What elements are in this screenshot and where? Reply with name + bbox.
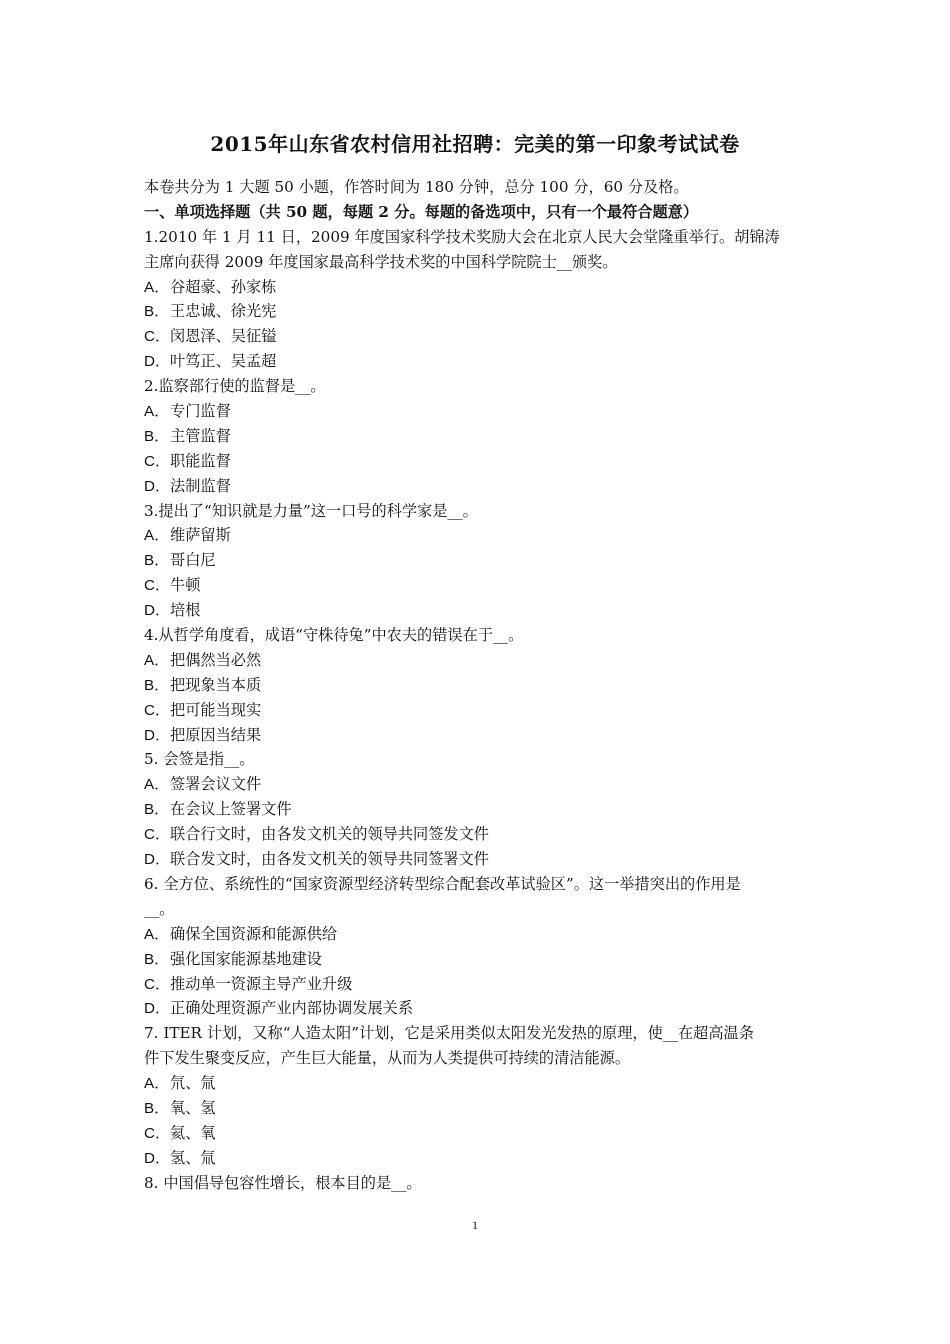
option-letter: D． <box>144 1149 171 1167</box>
document-body <box>144 175 812 1196</box>
page-number: 1 <box>472 1218 478 1232</box>
question-stem-line: 件下发生聚变反应，产生巨大能量，从而为人类提供可持续的清洁能源。 <box>144 1049 630 1068</box>
answer-option <box>144 548 812 573</box>
option-letter: D． <box>144 477 171 495</box>
answer-option <box>144 1096 812 1121</box>
option-text: 闵恩泽、吴征镒 <box>170 327 277 346</box>
option-letter: A． <box>144 651 170 669</box>
section-heading: 一、单项选择题（共 50 题，每题 2 分。每题的备选项中，只有一个最符合题意） <box>144 202 699 221</box>
option-text: 强化国家能源基地建设 <box>170 949 322 968</box>
option-text: 把现象当本质 <box>170 675 262 694</box>
option-letter: D． <box>144 602 171 620</box>
question-item <box>144 623 812 747</box>
option-letter: C． <box>144 328 171 346</box>
option-letter: D． <box>144 353 171 371</box>
question-item <box>144 747 812 871</box>
question-stem-line: 主席向获得 2009 年度国家最高科学技术奖的中国科学院院士__颁奖。 <box>144 252 618 271</box>
option-text: 氦、氧 <box>170 1123 216 1142</box>
answer-option <box>144 847 812 872</box>
option-text: 法制监督 <box>170 476 231 495</box>
document-title: 2015年山东省农村信用社招聘：完美的第一印象考试试卷 <box>210 132 740 156</box>
question-stem-line: 3.提出了“知识就是力量”这一口号的科学家是__。 <box>144 501 478 520</box>
option-text: 把原因当结果 <box>170 725 262 744</box>
answer-option <box>144 996 812 1021</box>
option-text: 联合发文时，由各发文机关的领导共同签署文件 <box>170 850 489 869</box>
option-text: 维萨留斯 <box>170 526 231 545</box>
question-list <box>144 225 812 1196</box>
option-letter: A． <box>144 527 170 545</box>
option-text: 把偶然当必然 <box>170 650 262 669</box>
option-letter: B． <box>144 801 170 819</box>
option-text: 氧、氢 <box>170 1098 216 1117</box>
option-text: 氢、氚 <box>170 1148 216 1167</box>
answer-option <box>144 822 812 847</box>
answer-option <box>144 922 812 947</box>
intro-text: 本卷共分为 1 大题 50 小题，作答时间为 180 分钟，总分 100 分，60 分及格。 <box>144 178 689 196</box>
option-letter: C． <box>144 975 171 993</box>
option-text: 氘、氚 <box>170 1074 216 1093</box>
option-letter: C． <box>144 1124 171 1142</box>
option-letter: A． <box>144 403 170 421</box>
option-letter: D． <box>144 851 171 869</box>
answer-option <box>144 474 812 499</box>
option-letter: C． <box>144 826 171 844</box>
answer-option <box>144 349 812 374</box>
answer-option <box>144 1121 812 1146</box>
question-stem-line: 2.监察部行使的监督是__。 <box>144 377 326 396</box>
option-letter: C． <box>144 577 171 595</box>
option-letter: D． <box>144 726 171 744</box>
option-letter: D． <box>144 1000 171 1018</box>
answer-option <box>144 797 812 822</box>
answer-option <box>144 399 812 424</box>
option-text: 主管监督 <box>170 426 231 445</box>
option-letter: C． <box>144 452 171 470</box>
answer-option <box>144 573 812 598</box>
question-item <box>144 1171 812 1196</box>
option-letter: B． <box>144 552 170 570</box>
option-text: 谷超豪、孙家栋 <box>170 277 277 296</box>
answer-option <box>144 449 812 474</box>
question-stem-line: 8. 中国倡导包容性增长，根本目的是__。 <box>144 1173 422 1192</box>
option-letter: B． <box>144 950 170 968</box>
question-stem-line: 1.2010 年 1 月 11 日，2009 年度国家科学技术奖励大会在北京人民大会堂隆重举行。胡锦涛 <box>144 227 780 246</box>
option-text: 叶笃正、吴孟超 <box>170 352 277 371</box>
question-stem-line: 5. 会签是指__。 <box>144 750 255 769</box>
answer-option <box>144 324 812 349</box>
option-text: 王忠诚、徐光宪 <box>170 302 277 321</box>
answer-option <box>144 673 812 698</box>
option-text: 牛顿 <box>170 576 201 595</box>
answer-option <box>144 299 812 324</box>
option-text: 培根 <box>170 601 201 620</box>
question-item <box>144 225 812 374</box>
option-text: 在会议上签署文件 <box>170 800 292 819</box>
option-letter: B． <box>144 303 170 321</box>
answer-option <box>144 275 812 300</box>
answer-option <box>144 772 812 797</box>
option-text: 正确处理资源产业内部协调发展关系 <box>170 999 413 1018</box>
answer-option <box>144 648 812 673</box>
option-text: 职能监督 <box>170 451 231 470</box>
question-stem-line: 7. ITER 计划，又称“人造太阳”计划，它是采用类似太阳发光发热的原理，使__在超高温条 <box>144 1024 754 1043</box>
answer-option <box>144 947 812 972</box>
question-item <box>144 1021 812 1170</box>
option-text: 联合行文时，由各发文机关的领导共同签发文件 <box>170 825 489 844</box>
answer-option <box>144 1146 812 1171</box>
answer-option <box>144 1071 812 1096</box>
answer-option <box>144 598 812 623</box>
option-letter: A． <box>144 1075 170 1093</box>
option-text: 推动单一资源主导产业升级 <box>170 974 353 993</box>
option-letter: A． <box>144 925 170 943</box>
option-text: 确保全国资源和能源供给 <box>170 924 338 943</box>
option-letter: B． <box>144 676 170 694</box>
question-item <box>144 872 812 1021</box>
option-letter: A． <box>144 776 170 794</box>
question-item <box>144 499 812 623</box>
option-text: 哥白尼 <box>170 551 216 570</box>
option-text: 签署会议文件 <box>170 775 262 794</box>
option-letter: C． <box>144 701 171 719</box>
answer-option <box>144 972 812 997</box>
option-letter: B． <box>144 427 170 445</box>
answer-option <box>144 723 812 748</box>
option-letter: A． <box>144 278 170 296</box>
question-stem-line: 4.从哲学角度看，成语“守株待兔”中农夫的错误在于__。 <box>144 626 524 645</box>
question-stem-line: __。 <box>144 899 175 918</box>
option-text: 把可能当现实 <box>170 700 262 719</box>
question-stem-line: 6. 全方位、系统性的“国家资源型经济转型综合配套改革试验区”。这一举措突出的作用是 <box>144 874 741 893</box>
question-item <box>144 374 812 498</box>
answer-option <box>144 424 812 449</box>
answer-option <box>144 523 812 548</box>
answer-option <box>144 698 812 723</box>
option-letter: B． <box>144 1099 170 1117</box>
option-text: 专门监督 <box>170 402 231 421</box>
